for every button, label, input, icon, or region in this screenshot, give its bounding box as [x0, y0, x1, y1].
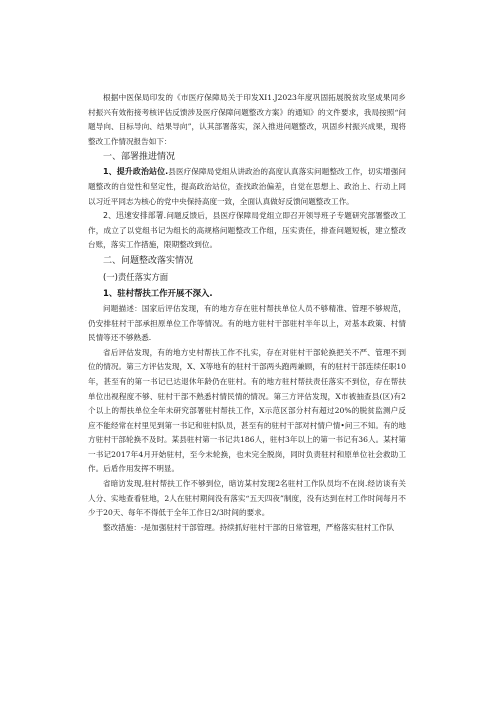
subsection-heading-responsibility: (一)责任落实方面	[103, 271, 169, 282]
rectification-measures-paragraph: 整改措施：-是加强驻村干部管理。持续抓好驻村干部的日常管理，严格落实驻村工作队	[103, 522, 395, 532]
provincial-evaluation-paragraph: 省后评估发现，有的地方史村帮扶工作不扎实，存在对驻村干部轮换把关不严、管理不到位的情况。第三方评估发现，X、X等地有的驻村干部两头跑两兼顾，有的驻村干部连续任职10年，甚至有的第一书记已达退休年龄仍在驻村。有的地方驻村帮扶责任落实不到位，存在帮扶单位出视程度不够、驻村干部不熟悉村情民情的情况。第三方评估发现，X市被抽查县(区)有2个以上的帮扶单位全年未研究部署驻村帮扶工作，X示范区部分村有超过20%的脱贫监测户反应不能经常在村里见到第一书记和驻村队员，甚至有的驻村干部对村情户情•问三不知。有的地方驻村干部轮换不及时。某县驻村第一书记共186人，驻村3年以上的第一书记有36人。某村第一书记2017年4月开始驻村，至今未轮换，也未完全脱岗，同时负责驻村和原单位社会救助工作。后盾作用发挥不明显。	[88, 347, 406, 474]
item-rapid-deployment	[88, 209, 406, 253]
document-body	[88, 91, 406, 535]
item-lead: 2、迅速安排部署.	[103, 211, 167, 221]
point-heading-village-assistance: 1、驻村帮扶工作开展不深入.	[103, 287, 213, 298]
item-text: 县医疗保障局党组从讲政治的高度认真落实问题整改工作，切实增强问题整改的自觉性和坚定性，提高政治站位，查找政治偏差，自觉在思想上、政治上、行动上同以习近平同志为核心的党中央保持高度一致，全面认真做好反馈问题整改工作。	[88, 167, 406, 206]
item-political-stance	[88, 165, 406, 209]
item-text: 问题反馈后，县医疗保障局党组立即召开领导班子专题研究部署整改工作，成立了以党组书记为组长的高规格问题整改工作组，压实责任，排查问题短板，建立整改台账，落实工作措施，限期整改到位。	[88, 211, 406, 250]
unannounced-inspection-paragraph: 省暗访发现,驻村帮扶工作不够到位，暗访某村发现2名驻村工作队员均不在岗.经访谈有关人分、实地查看驻地，2人在驻村期间没有落实“五天四夜”制度，没有达到在村工作时间每月不少于20天、每年不得低于全年工作日2/3时间的要求。	[88, 479, 406, 518]
intro-paragraph: 根据中医保局印发的《市医疗保障局关于印发XI1.J2023年度巩固拓展脱贫攻坚成果同乡村振兴有效衔接考核评估反馈涉及医疗保障问题整改方案》的通知》的文件要求，我局按照“问题导向、目标导向、结果导向”，认其部署落实，深入推进问题整改，巩固乡村振兴成果，现将整改工作情况报告如下：	[88, 93, 406, 146]
section-heading-deployment: 一、部署推进情况	[103, 152, 176, 163]
section-heading-rectification: 二、问题整改落实情况	[103, 255, 194, 266]
problem-description-paragraph: 问题描述：国家后评估发现，有的地方存在驻村帮扶单位人员不够精准、管理不够规范，仍安排驻村干部承担原单位工作等情况。有的地方驻村干部驻村半年以上，对基本政策、村情民情等还不够熟悉.	[88, 303, 406, 343]
item-lead: 1、提升政治站位.	[103, 167, 169, 177]
